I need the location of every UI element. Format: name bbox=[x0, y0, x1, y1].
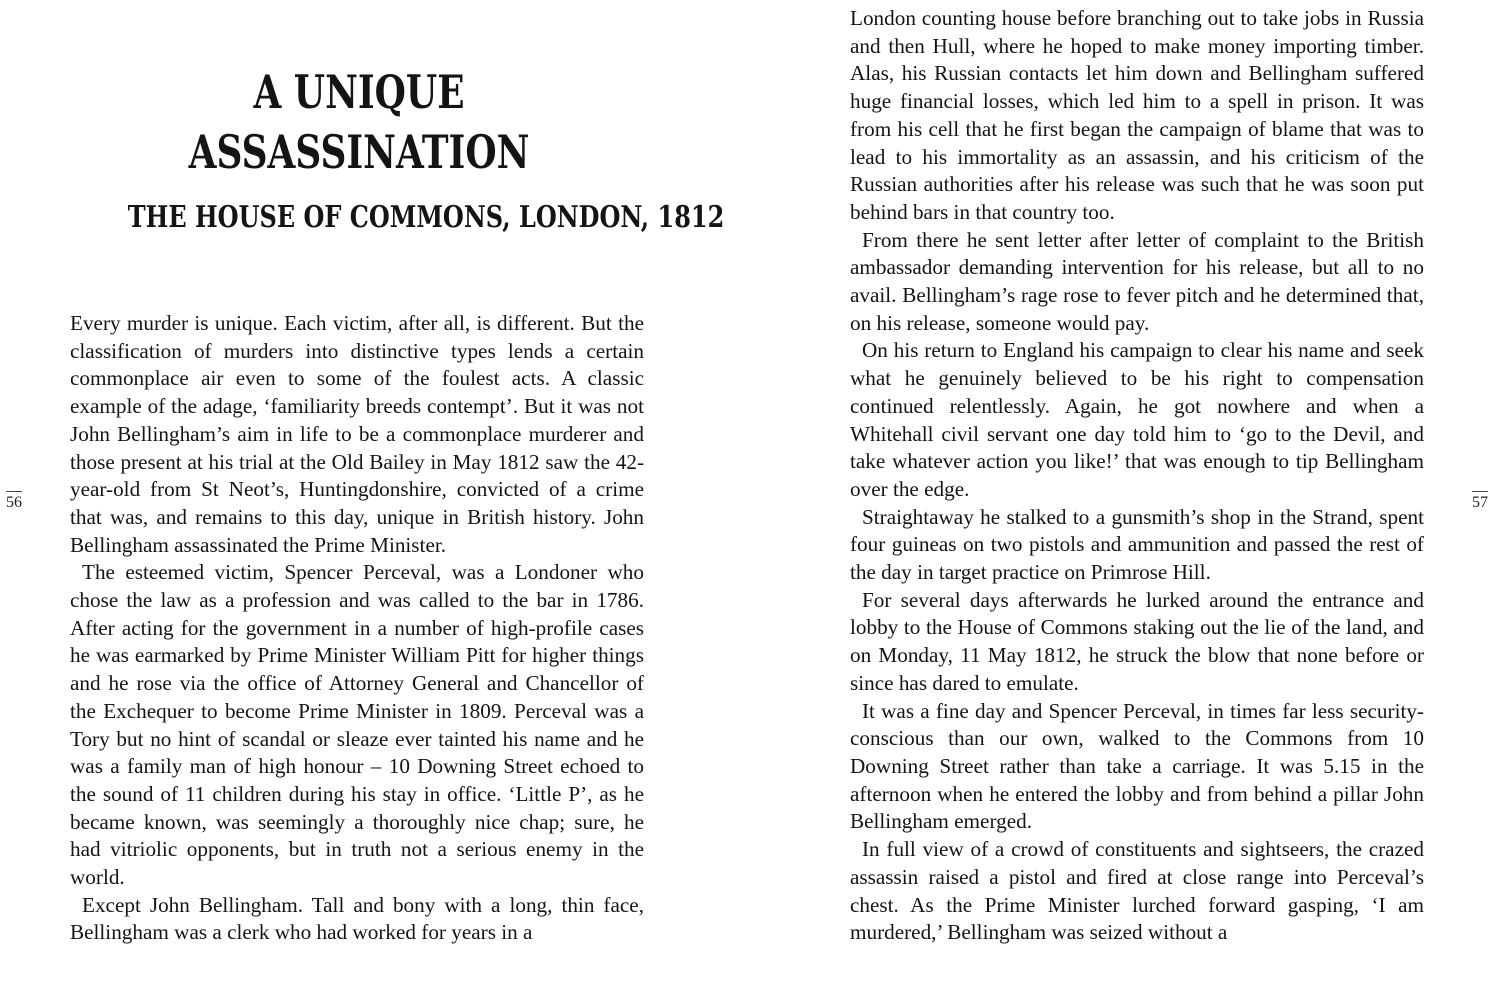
chapter-subtitle: THE HOUSE OF COMMONS, LONDON, 1812 bbox=[127, 200, 725, 235]
page-number-right: 57 bbox=[1472, 491, 1488, 513]
chapter-heading bbox=[70, 62, 725, 238]
chapter-title-line-2: ASSASSINATION bbox=[188, 125, 530, 179]
paragraph: The esteemed victim, Spencer Perceval, was a Londoner who chose the law as a profession and was called to the bar in 1786. After acting for the government in a number of high-profile cases he was earmarked by Prime Minister William Pitt for higher things and he rose via the office of Attorney General and Chancellor of the Exchequer to become Prime Minister in 1809. Perceval was a Tory but no hint of scandal or sleaze ever tainted his name and he was a family man of high honour – 10 Downing Street echoed to the sound of 11 children during his stay in office. ‘Little P’, as he became known, was seemingly a thoroughly nice chap; sure, he had vitriolic opponents, but in truth not a serious enemy in the world. bbox=[70, 560, 644, 890]
right-body-text bbox=[850, 5, 1424, 947]
page-number-left: 56 bbox=[6, 491, 22, 513]
paragraph: On his return to England his campaign to clear his name and seek what he genuinely believed to be his right to compensation continued relentlessly. Again, he got nowhere and when a Whitehall civil servant one day told him to ‘go to the Devil, and take whatever action you like!’ that was enough to tip Bellingham over the edge. bbox=[850, 338, 1424, 501]
paragraph: From there he sent letter after letter of complaint to the British ambassador demanding intervention for his release, but all to no avail. Bellingham’s rage rose to fever pitch and he determined that, on his release, someone would pay. bbox=[850, 227, 1424, 335]
paragraph: For several days afterwards he lurked around the entrance and lobby to the House of Commons staking out the lie of the land, and on Monday, 11 May 1812, he struck the blow that none before or since has dared to emulate. bbox=[850, 587, 1424, 695]
paragraph: Straightaway he stalked to a gunsmith’s shop in the Strand, spent four guineas on two pistols and ammunition and passed the rest of the day in target practice on Primrose Hill. bbox=[850, 504, 1424, 585]
paragraph: In full view of a crowd of constituents and sightseers, the crazed assassin raised a pistol and fired at close range into Perceval’s chest. As the Prime Minister lurched forward gasping, ‘I am murdered,’ Bellingham was seized without a bbox=[850, 837, 1424, 945]
paragraph: London counting house before branching out to take jobs in Russia and then Hull, where he hoped to make money importing timber. Alas, his Russian contacts let him down and Bellingham suffered huge financial losses, which led him to a spell in prison. It was from his cell that he first began the campaign of blame that was to lead to his immortality as an assassin, and his criticism of the Russian authorities after his release was such that he was soon put behind bars in that country too. bbox=[850, 6, 1424, 224]
paragraph: Except John Bellingham. Tall and bony with a long, thin face, Bellingham was a clerk who had worked for years in a bbox=[70, 892, 644, 945]
paragraph: It was a fine day and Spencer Perceval, in times far less security-conscious than our own, walked to the Commons from 10 Downing Street rather than take a carriage. It was 5.15 in the afternoon when he entered the lobby and from behind a pillar John Bellingham emerged. bbox=[850, 698, 1424, 834]
paragraph: Every murder is unique. Each victim, after all, is different. But the classification of murders into distinctive types lends a certain commonplace air even to some of the foulest acts. A classic example of the adage, ‘familiarity breeds contempt’. But it was not John Bellingham’s aim in life to be a commonplace murderer and those present at his trial at the Old Bailey in May 1812 saw the 42-year-old from St Neot’s, Huntingdonshire, convicted of a crime that was, and remains to this day, unique in British history. John Bellingham assassinated the Prime Minister. bbox=[70, 311, 644, 557]
right-page bbox=[750, 0, 1500, 1007]
chapter-title-line-1: A UNIQUE bbox=[253, 65, 465, 119]
left-body-text bbox=[70, 310, 644, 947]
